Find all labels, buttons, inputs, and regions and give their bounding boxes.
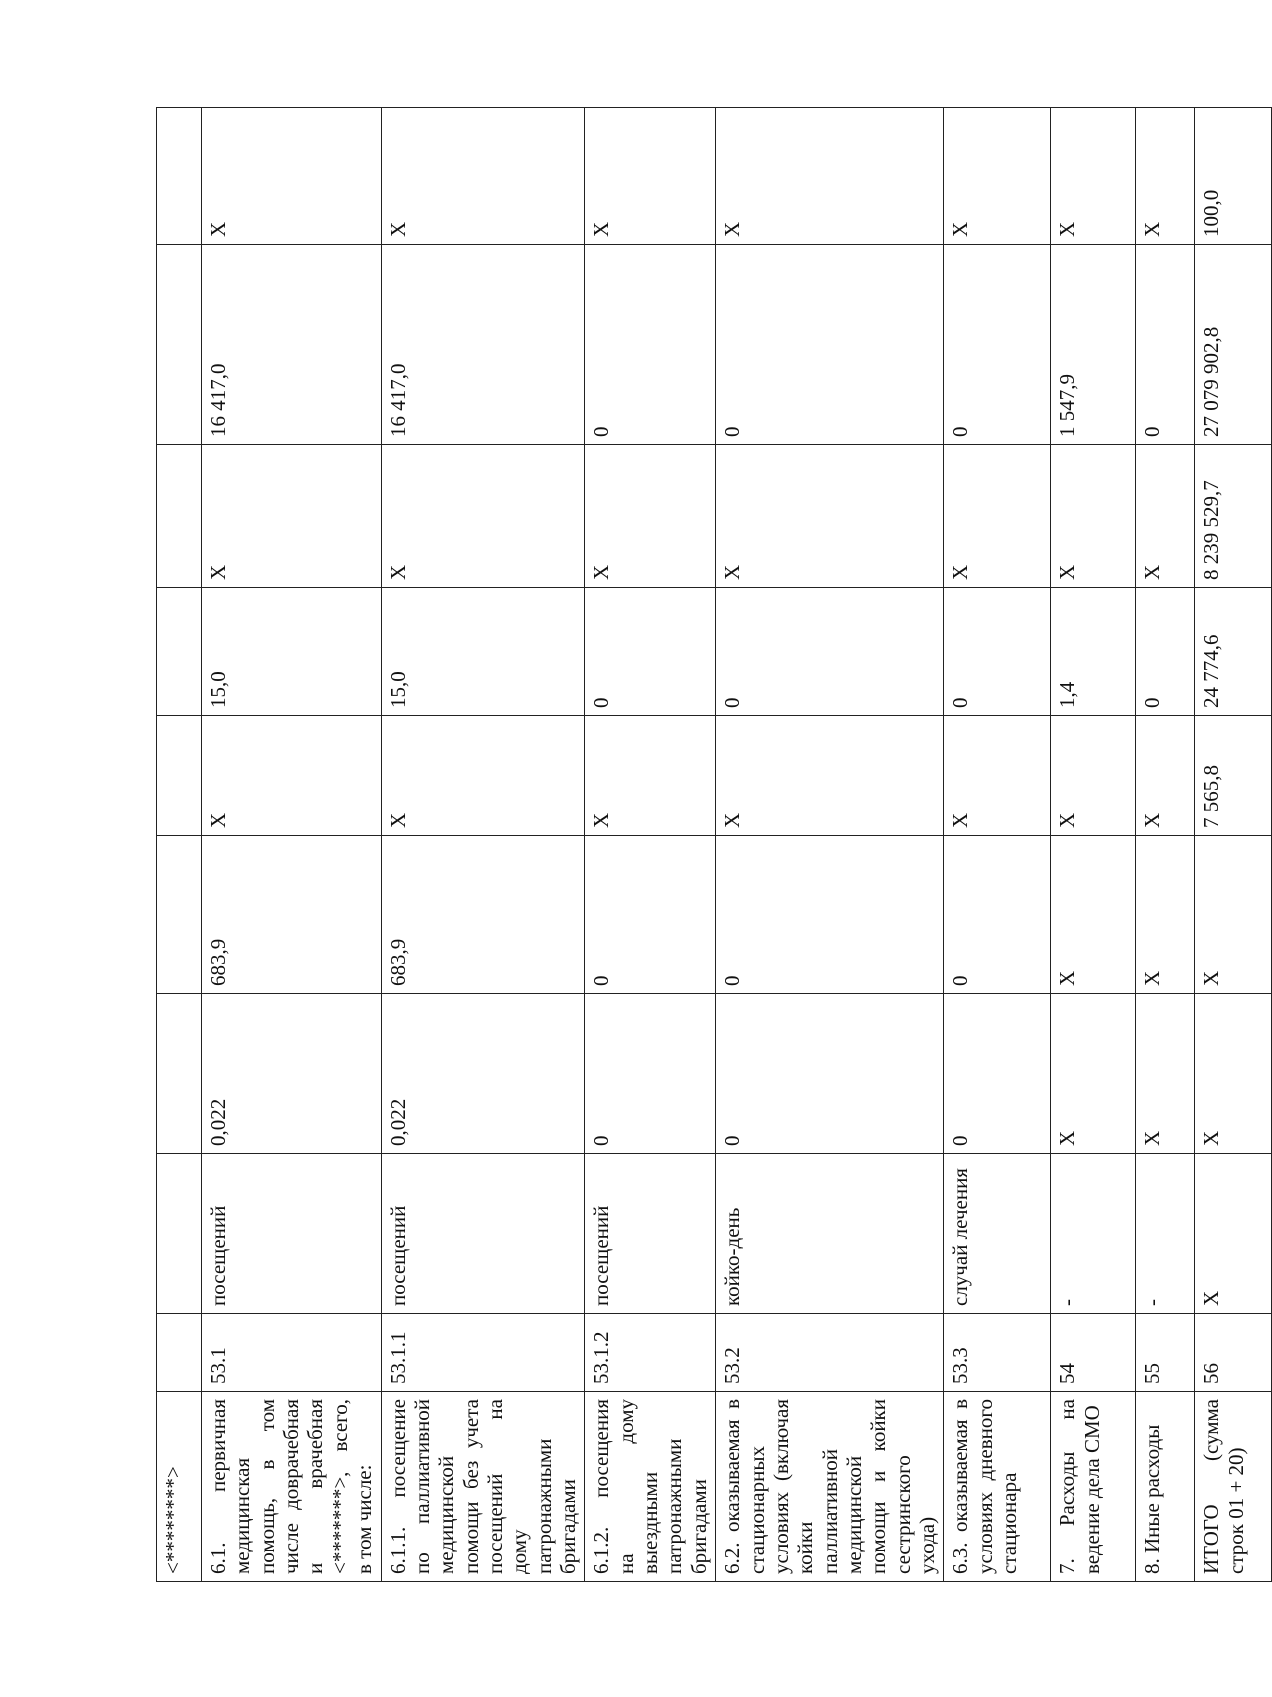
value-cell: X <box>202 108 382 245</box>
value-cell: X <box>944 445 1051 588</box>
value-cell: 1,4 <box>1051 588 1136 716</box>
table-cell <box>157 716 202 836</box>
value-cell: 0 <box>944 994 1051 1154</box>
value-cell: X <box>716 108 944 245</box>
unit-cell: - <box>1136 1154 1195 1314</box>
value-cell: X <box>716 445 944 588</box>
value-cell: 0 <box>944 836 1051 994</box>
table-row <box>202 108 382 1582</box>
row-name-cell: 6.1.1. посещение по паллиативной медицинской помощи без учета посещений на дому патронажными бригадами <box>381 1392 585 1582</box>
value-cell: X <box>1051 445 1136 588</box>
value-cell: X <box>1136 994 1195 1154</box>
value-cell: X <box>202 445 382 588</box>
value-cell: X <box>1051 836 1136 994</box>
table-cell <box>157 1314 202 1392</box>
value-cell: X <box>1195 994 1272 1154</box>
row-name-cell: 6.1.2. посещения на дому выездными патронажными бригадами <box>585 1392 716 1582</box>
table-cell <box>157 836 202 994</box>
table-row <box>1051 108 1136 1582</box>
value-cell: 8 239 529,7 <box>1195 445 1272 588</box>
value-cell: X <box>1136 445 1195 588</box>
table-cell <box>157 245 202 445</box>
row-code-cell: 53.2 <box>716 1314 944 1392</box>
row-name-cell: 6.3. оказываемая в условиях дневного стационара <box>944 1392 1051 1582</box>
value-cell: X <box>381 108 585 245</box>
table-row <box>1136 108 1195 1582</box>
value-cell: X <box>1136 716 1195 836</box>
data-table <box>156 107 1272 1582</box>
table-row <box>585 108 716 1582</box>
row-name-cell: 6.2. оказываемая в стационарных условиях (включая койки паллиативной медицинской помощи и койки сестринского ухода) <box>716 1392 944 1582</box>
value-cell: X <box>1136 108 1195 245</box>
row-code-cell: 54 <box>1051 1314 1136 1392</box>
table-cell <box>157 445 202 588</box>
row-code-cell: 53.3 <box>944 1314 1051 1392</box>
table-cell <box>157 588 202 716</box>
value-cell: X <box>585 108 716 245</box>
value-cell: 7 565,8 <box>1195 716 1272 836</box>
row-code-cell: 53.1.2 <box>585 1314 716 1392</box>
table-cell <box>157 994 202 1154</box>
value-cell: 0 <box>716 245 944 445</box>
row-name-cell: 6.1. первичная медицинская помощь, в том числе доврачебная и врачебная <*******>, всего, в том числе: <box>202 1392 382 1582</box>
table-row <box>716 108 944 1582</box>
value-cell: 1 547,9 <box>1051 245 1136 445</box>
value-cell: 16 417,0 <box>381 245 585 445</box>
table-row <box>381 108 585 1582</box>
value-cell: X <box>1136 836 1195 994</box>
value-cell: X <box>1051 994 1136 1154</box>
table-row-total <box>1195 108 1272 1582</box>
value-cell: 0 <box>716 836 944 994</box>
value-cell: 27 079 902,8 <box>1195 245 1272 445</box>
value-cell: 0,022 <box>381 994 585 1154</box>
rotated-table-page <box>156 108 1248 1582</box>
value-cell: 0 <box>716 994 944 1154</box>
row-name-cell: 8. Иные расходы <box>1136 1392 1195 1582</box>
value-cell: X <box>944 108 1051 245</box>
row-code-cell: 55 <box>1136 1314 1195 1392</box>
value-cell: 0 <box>585 836 716 994</box>
table-row-header-fragment <box>157 108 202 1582</box>
value-cell: 100,0 <box>1195 108 1272 245</box>
row-code-cell: 56 <box>1195 1314 1272 1392</box>
total-label-cell: ИТОГО (сумма строк 01 + 20) <box>1195 1392 1272 1582</box>
value-cell: 683,9 <box>381 836 585 994</box>
value-cell: 15,0 <box>202 588 382 716</box>
value-cell: X <box>585 445 716 588</box>
value-cell: 0 <box>1136 245 1195 445</box>
value-cell: 24 774,6 <box>1195 588 1272 716</box>
value-cell: X <box>381 716 585 836</box>
table-row <box>944 108 1051 1582</box>
value-cell: 0,022 <box>202 994 382 1154</box>
value-cell: 0 <box>944 245 1051 445</box>
value-cell: X <box>202 716 382 836</box>
value-cell: 0 <box>944 588 1051 716</box>
value-cell: X <box>944 716 1051 836</box>
value-cell: X <box>1195 836 1272 994</box>
value-cell: X <box>585 716 716 836</box>
unit-cell: посещений <box>381 1154 585 1314</box>
unit-cell: X <box>1195 1154 1272 1314</box>
value-cell: 0 <box>585 245 716 445</box>
row-code-cell: 53.1 <box>202 1314 382 1392</box>
value-cell: 0 <box>585 994 716 1154</box>
value-cell: X <box>716 716 944 836</box>
unit-cell: - <box>1051 1154 1136 1314</box>
row-name-cell: 7. Расходы на ведение дела СМО <box>1051 1392 1136 1582</box>
value-cell: 683,9 <box>202 836 382 994</box>
value-cell: X <box>381 445 585 588</box>
unit-cell: посещений <box>202 1154 382 1314</box>
row-code-cell: 53.1.1 <box>381 1314 585 1392</box>
value-cell: 0 <box>585 588 716 716</box>
table-cell <box>157 1154 202 1314</box>
value-cell: 0 <box>716 588 944 716</box>
table-cell <box>157 108 202 245</box>
value-cell: 16 417,0 <box>202 245 382 445</box>
value-cell: X <box>1051 108 1136 245</box>
unit-cell: койко-день <box>716 1154 944 1314</box>
value-cell: 15,0 <box>381 588 585 716</box>
unit-cell: случай лечения <box>944 1154 1051 1314</box>
unit-cell: посещений <box>585 1154 716 1314</box>
value-cell: X <box>1051 716 1136 836</box>
value-cell: 0 <box>1136 588 1195 716</box>
header-fragment-cell: <********> <box>157 1392 202 1582</box>
